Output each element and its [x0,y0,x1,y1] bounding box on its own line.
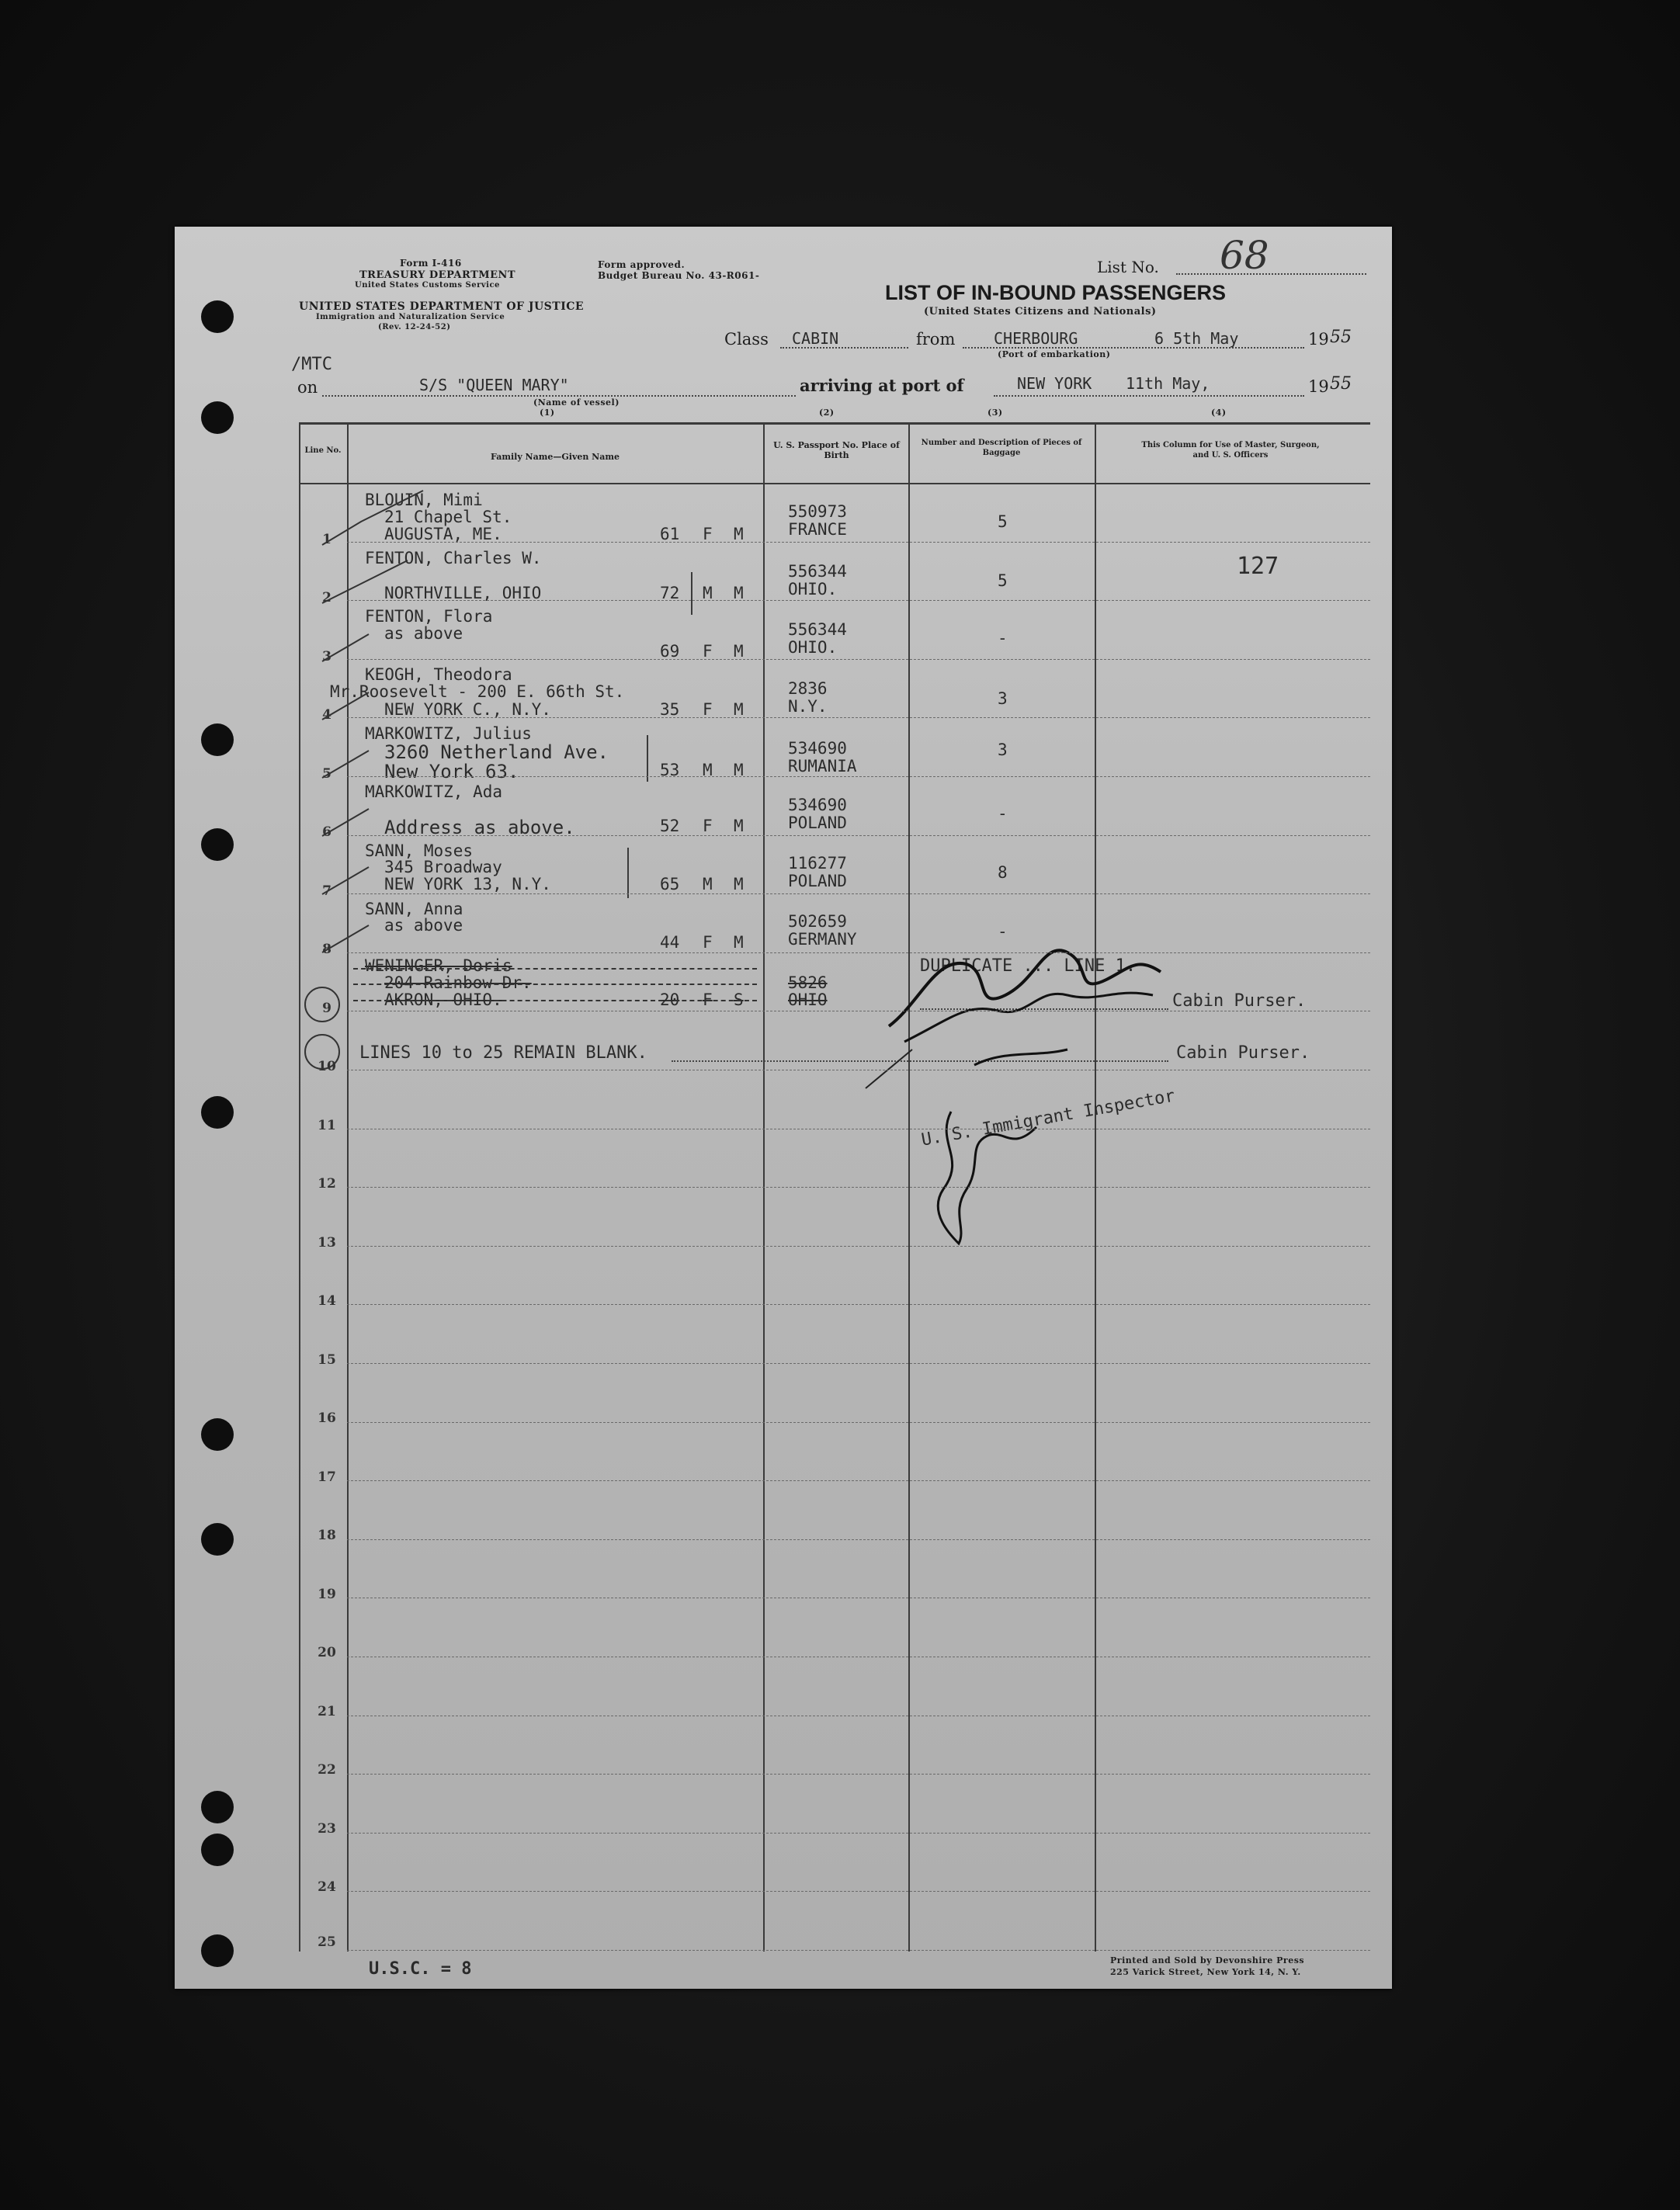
line-number: 21 [318,1704,336,1719]
line-number: 16 [318,1410,336,1426]
line-number: 24 [318,1879,336,1895]
punch-hole [201,1523,234,1556]
passport-number: 534690 [788,739,847,758]
passport-number-struck: 5826 [788,973,828,992]
line-number: 5 [322,766,331,782]
passenger-sex: F [703,642,713,661]
passenger-sex: M [703,761,713,779]
passenger-address: New York 63. [384,761,519,782]
passenger-age: 52 [660,817,680,835]
punch-hole [201,1791,234,1823]
passenger-address: AUGUSTA, ME. [384,525,502,543]
passenger-address: 21 Chapel St. [384,508,512,526]
baggage-count: 5 [998,571,1008,590]
line-number: 10 [318,1059,336,1074]
manifest-page [175,227,1392,1989]
passenger-address-struck: 204 Rainbow Dr. [384,973,532,992]
departure-date: 6 5th May [1154,329,1239,348]
passenger-address: NEW YORK 13, N.Y. [384,875,551,893]
col-header-passport: U. S. Passport No. Place of Birth [773,440,900,460]
page-title: LIST OF IN-BOUND PASSENGERS [885,281,1227,304]
passenger-sex: F [703,525,713,543]
line-number: 8 [322,942,331,957]
passenger-name: MARKOWITZ, Julius [365,724,532,743]
passenger-sex: F [703,933,713,952]
passenger-age: 72 [660,584,680,602]
birth-place: POLAND [788,872,847,890]
passenger-address: NEW YORK C., N.Y. [384,700,551,719]
row-separator [347,776,1370,777]
passenger-marital: M [734,761,744,779]
budget-bureau: Budget Bureau No. 43-R061- [598,270,760,281]
line-number: 13 [318,1235,336,1251]
vessel-caption: (Name of vessel) [533,397,620,408]
arrival-year: 55 [1330,374,1352,394]
passenger-address: as above [384,624,463,643]
row-separator [347,1833,1370,1834]
birth-place: GERMANY [788,930,857,949]
revision-date: (Rev. 12-24-52) [378,323,451,331]
passenger-sex: F [703,817,713,835]
printer-line-2: 225 Varick Street, New York 14, N. Y. [1110,1967,1301,1977]
birth-place: OHIO. [788,638,838,657]
punch-hole [201,1834,234,1866]
baggage-count: - [998,804,1008,823]
col-header-officers: This Column for Use of Master, Surgeon, and U. S. Officers [1141,441,1320,460]
passenger-age: 65 [660,875,680,893]
departure-year: 55 [1330,328,1352,347]
row-separator [347,1304,1370,1305]
passport-number: 556344 [788,620,847,639]
passenger-sex: M [703,584,713,602]
birth-place-struck: OHIO [788,991,828,1009]
col-header-line: Line No. [304,446,342,455]
col-num-2: (2) [819,408,835,418]
treasury-department: TREASURY DEPARTMENT [359,269,516,281]
row-separator [347,1422,1370,1423]
arrival-date: 11th May, [1126,374,1210,393]
punch-hole [201,1096,234,1129]
line-number: 22 [318,1762,336,1778]
vessel-name: S/S "QUEEN MARY" [419,376,569,394]
passenger-age: 53 [660,761,680,779]
passenger-age: 69 [660,642,680,661]
arrival-port: NEW YORK [1017,374,1092,393]
row-separator [347,893,1370,894]
passenger-name: SANN, Moses [365,841,474,860]
duplicate-note: DUPLICATE ... LINE 1. [920,956,1137,976]
printer-line-1: Printed and Sold by Devonshire Press [1110,1955,1305,1965]
line-number: 20 [318,1645,336,1660]
passport-number: 556344 [788,562,847,581]
col-header-name: Family Name—Given Name [491,452,620,462]
passenger-address: Mr.Roosevelt - 200 E. 66th St. [330,682,625,701]
passenger-name: FENTON, Charles W. [365,549,542,567]
arriving-label: arriving at port of [800,376,964,395]
row-separator [347,835,1370,836]
row-separator [347,1891,1370,1892]
passenger-address-struck: AKRON, OHIO. [384,991,502,1009]
passenger-name: SANN, Anna [365,900,463,918]
customs-service: United States Customs Service [355,281,500,290]
department-of-justice: UNITED STATES DEPARTMENT OF JUSTICE [299,300,585,313]
passenger-marital: M [734,933,744,952]
birth-place: POLAND [788,814,847,832]
birth-place: FRANCE [788,520,847,539]
line-number: 14 [318,1293,336,1309]
punch-hole [201,1418,234,1451]
passenger-marital: M [734,584,744,602]
passenger-marital: M [734,525,744,543]
line-number: 18 [318,1528,336,1543]
row-separator [347,1363,1370,1364]
row-separator [347,1950,1370,1951]
passport-number: 534690 [788,796,847,814]
line-number: 12 [318,1176,336,1192]
on-label: on [297,378,318,397]
line-number: 19 [318,1587,336,1602]
embark-port: CHERBOURG [994,329,1078,348]
punch-hole [201,723,234,756]
row-separator [347,542,1370,543]
birth-place: RUMANIA [788,757,857,775]
class-label: Class [724,330,769,349]
passenger-name: BLOUIN, Mimi [365,491,483,509]
blank-lines-note: LINES 10 to 25 REMAIN BLANK. [359,1043,647,1063]
purser-label-2: Cabin Purser. [1176,1043,1310,1063]
row-separator [347,1187,1370,1188]
baggage-count: - [998,629,1008,647]
passenger-marital-struck: S [734,991,744,1009]
passenger-sex: M [703,875,713,893]
form-number: Form I-416 [400,258,462,269]
punch-hole [201,300,234,333]
row-separator [347,600,1370,601]
row-separator [347,717,1370,718]
passenger-marital: M [734,700,744,719]
inspector-stamp: U. S. Immigrant Inspector [920,1086,1177,1150]
passenger-name: MARKOWITZ, Ada [365,782,503,801]
birth-place: OHIO. [788,580,838,598]
punch-hole [201,401,234,434]
line-number: 25 [318,1934,336,1950]
col-num-1: (1) [540,408,555,418]
passenger-sex: F [703,700,713,719]
line-number: 2 [322,590,331,605]
list-no-value: 68 [1220,233,1269,278]
check-marks [314,460,439,972]
baggage-count: 5 [998,512,1008,531]
row-separator [347,1774,1370,1775]
passenger-marital: M [734,817,744,835]
passenger-address: NORTHVILLE, OHIO [384,584,542,602]
passenger-address: 3260 Netherland Ave. [384,741,609,763]
passport-number: 550973 [788,502,847,521]
year-prefix: 19 [1308,330,1329,349]
baggage-count: 3 [998,741,1008,759]
passport-number: 502659 [788,912,847,931]
inspector-signature [920,1096,1052,1251]
usc-count: U.S.C. = 8 [369,1959,472,1979]
line-number: 15 [318,1352,336,1368]
list-no-label: List No. [1097,258,1159,276]
passenger-name-struck: WENINGER, Doris [365,956,512,975]
row-separator [347,1480,1370,1481]
passenger-name: FENTON, Flora [365,607,493,626]
col-header-baggage: Number and Description of Pieces of Baggage [921,439,1082,457]
year-prefix-2: 19 [1308,377,1329,396]
page-subtitle: (United States Citizens and Nationals) [924,306,1157,317]
embark-caption: (Port of embarkation) [998,349,1111,359]
passenger-address: 345 Broadway [384,858,502,876]
purser-label: Cabin Purser. [1172,991,1307,1011]
passport-number: 116277 [788,854,847,873]
passport-number: 2836 [788,679,828,698]
passenger-age: 44 [660,933,680,952]
circled-line-marks [299,972,353,1073]
passenger-address: as above [384,916,463,935]
row-separator [347,952,1370,953]
punch-hole [201,828,234,861]
col-num-3: (3) [988,408,1003,418]
birth-place: N.Y. [788,697,828,716]
passenger-marital: M [734,642,744,661]
passenger-age: 35 [660,700,680,719]
passenger-address: Address as above. [384,817,575,838]
passenger-age: 61 [660,525,680,543]
line-number: 3 [322,649,331,664]
punch-hole [201,1934,234,1967]
line-number: 9 [322,1001,331,1016]
row-separator [347,1246,1370,1247]
class-value: CABIN [792,329,839,348]
from-label: from [916,330,956,349]
clerk-mark: /MTC [291,355,332,374]
immigration-service: Immigration and Naturalization Service [316,313,505,321]
line-number: 11 [318,1118,336,1133]
baggage-count: 3 [998,689,1008,708]
baggage-count: 8 [998,863,1008,882]
line-number: 7 [322,883,331,899]
officer-mark: 127 [1237,553,1279,580]
purser-signature [858,910,1199,1096]
line-number: 17 [318,1469,336,1485]
line-number: 4 [322,707,331,723]
row-separator [347,659,1370,660]
passenger-sex-struck: F [703,991,713,1009]
col-num-4: (4) [1211,408,1227,418]
line-number: 6 [322,824,331,840]
line-number: 1 [322,532,331,547]
passenger-name: KEOGH, Theodora [365,665,512,684]
line-number: 23 [318,1821,336,1837]
form-approved: Form approved. [598,259,686,270]
passenger-marital: M [734,875,744,893]
baggage-count: - [998,922,1008,941]
passenger-age-struck: 20 [660,991,680,1009]
row-separator [347,1539,1370,1540]
